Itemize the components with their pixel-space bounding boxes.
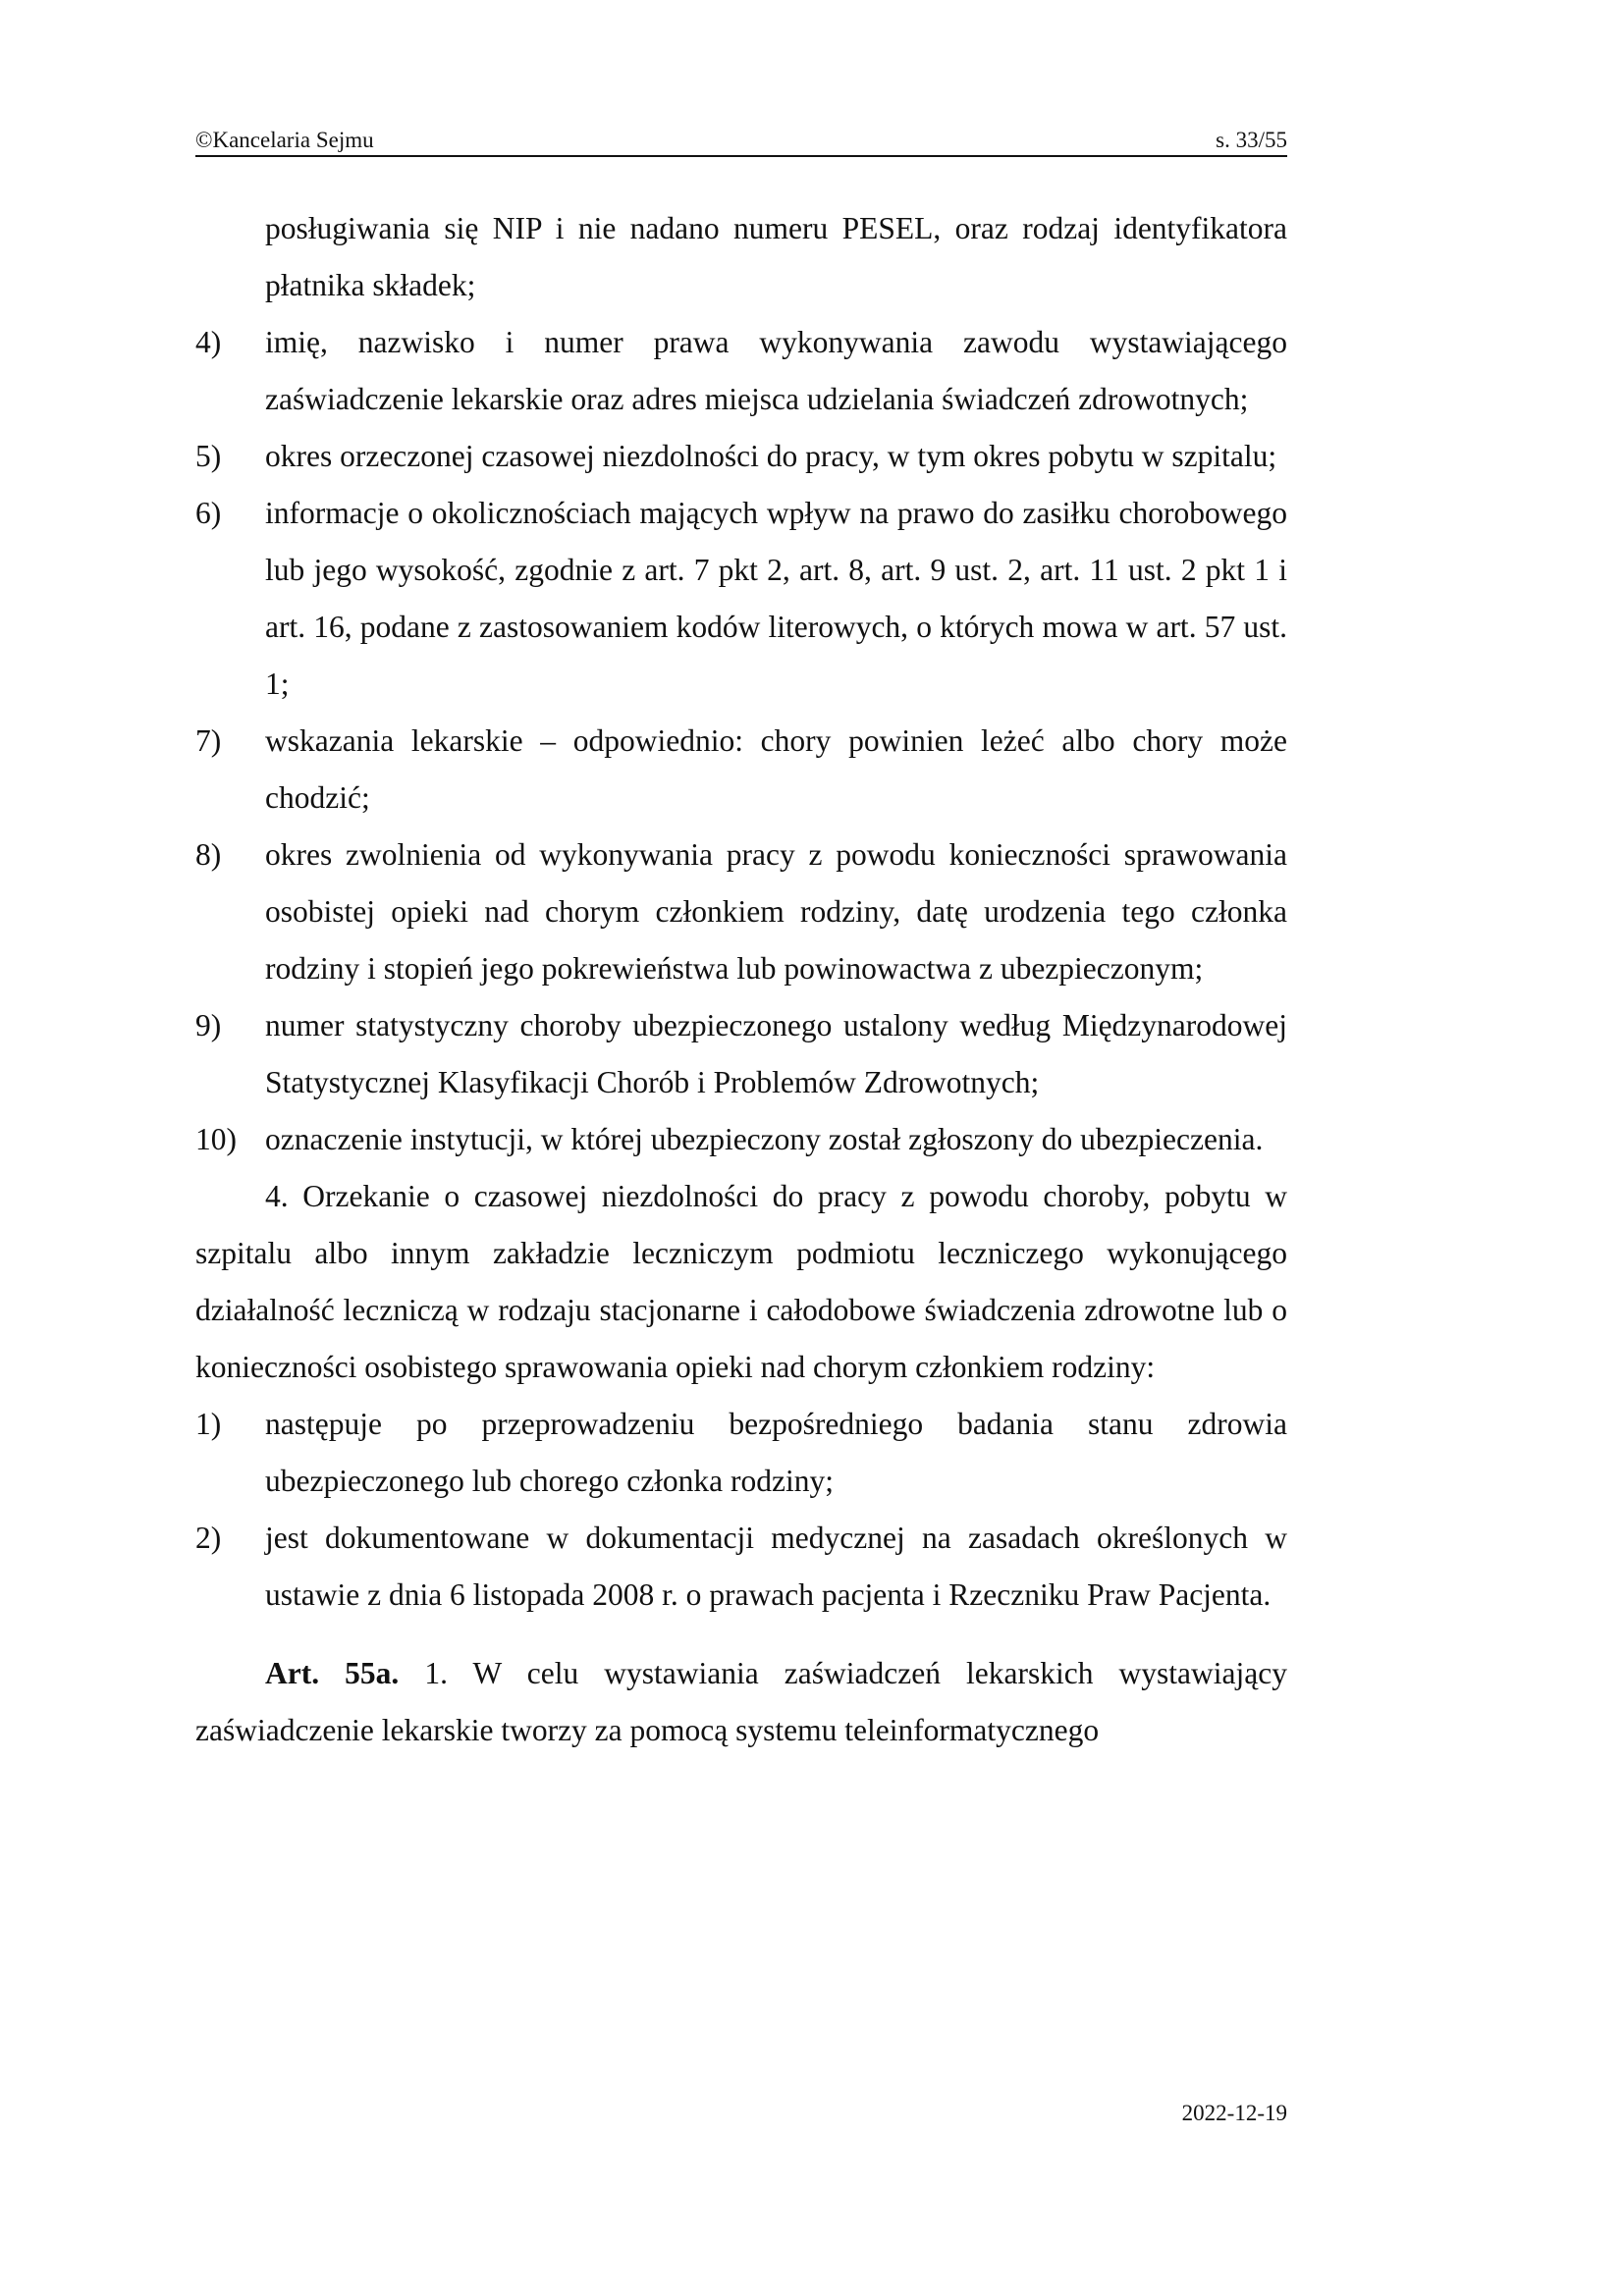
article-heading: Art. 55a. — [265, 1656, 400, 1690]
list-item-text: okres orzeczonej czasowej niezdolności do pracy, w tym okres pobytu w szpitalu; — [265, 439, 1277, 473]
list-item-text: informacje o okolicznościach mających wpływ na prawo do zasiłku chorobowego lub jego wysokość, zgodnie z art. 7 pkt 2, art. 8, art. 9 ust. 2, art. 11 ust. 2 pkt 1 i art. 16, podane z zastosowaniem kodów literowych, o których mowa w art. 57 ust. 1; — [265, 496, 1287, 701]
list-item-number: 2) — [195, 1521, 222, 1555]
list-item — [195, 997, 1287, 1111]
header-source: ©Kancelaria Sejmu — [195, 128, 374, 152]
list-item-number: 10) — [195, 1122, 237, 1156]
item-list-b — [195, 1396, 1287, 1624]
list-item — [195, 1111, 1287, 1168]
list-item-number: 1) — [195, 1407, 222, 1441]
list-item — [195, 1510, 1287, 1624]
list-item-text: następuje po przeprowadzeniu bezpośredniego badania stanu zdrowia ubezpieczonego lub chorego członka rodziny; — [265, 1407, 1287, 1498]
article-55a — [195, 1645, 1287, 1759]
list-item — [195, 428, 1287, 485]
list-item-number: 5) — [195, 439, 222, 473]
continuation-text: posługiwania się NIP i nie nadano numeru PESEL, oraz rodzaj identyfikatora płatnika składek; — [265, 211, 1287, 302]
header-page-number: s. 33/55 — [1216, 128, 1287, 152]
list-item-text: numer statystyczny choroby ubezpieczonego ustalony według Międzynarodowej Statystycznej Klasyfikacji Chorób i Problemów Zdrowotnych; — [265, 1008, 1287, 1099]
list-item-number: 4) — [195, 325, 222, 359]
list-item-text: oznaczenie instytucji, w której ubezpieczony został zgłoszony do ubezpieczenia. — [265, 1122, 1264, 1156]
list-item — [195, 314, 1287, 428]
list-item-text: imię, nazwisko i numer prawa wykonywania zawodu wystawiającego zaświadczenie lekarskie oraz adres miejsca udzielania świadczeń zdrowotnych; — [265, 325, 1287, 416]
list-item — [195, 1396, 1287, 1510]
list-item — [195, 827, 1287, 997]
list-item-text: wskazania lekarskie – odpowiednio: chory powinien leżeć albo chory może chodzić; — [265, 723, 1287, 815]
item-list-a — [195, 314, 1287, 1168]
list-item-text: okres zwolnienia od wykonywania pracy z powodu konieczności sprawowania osobistej opieki nad chorym członkiem rodziny, datę urodzenia tego członka rodziny i stopień jego pokrewieństwa lub powinowactwa z ubezpieczonym; — [265, 837, 1287, 986]
list-item-number: 6) — [195, 496, 222, 530]
list-item-number: 7) — [195, 723, 222, 758]
page-header — [195, 122, 1287, 157]
footer-date: 2022-12-19 — [1181, 2101, 1287, 2125]
list-item — [195, 713, 1287, 827]
article-text: 1. W celu wystawiania zaświadczeń lekarskich wystawiający zaświadczenie lekarskie tworzy za pomocą systemu teleinformatycznego — [195, 1656, 1287, 1747]
list-item-number: 9) — [195, 1008, 222, 1042]
list-item-text: jest dokumentowane w dokumentacji medycznej na zasadach określonych w ustawie z dnia 6 listopada 2008 r. o prawach pacjenta i Rzeczniku Praw Pacjenta. — [265, 1521, 1287, 1612]
document-body — [195, 200, 1287, 1759]
list-item-number: 8) — [195, 837, 222, 872]
list-item — [195, 485, 1287, 713]
paragraph-4: 4. Orzekanie o czasowej niezdolności do pracy z powodu choroby, pobytu w szpitalu albo innym zakładzie leczniczym podmiotu leczniczego wykonującego działalność leczniczą w rodzaju stacjonarne i całodobowe świadczenia zdrowotne lub o konieczności osobistego sprawowania opieki nad chorym członkiem rodziny: — [195, 1179, 1287, 1384]
